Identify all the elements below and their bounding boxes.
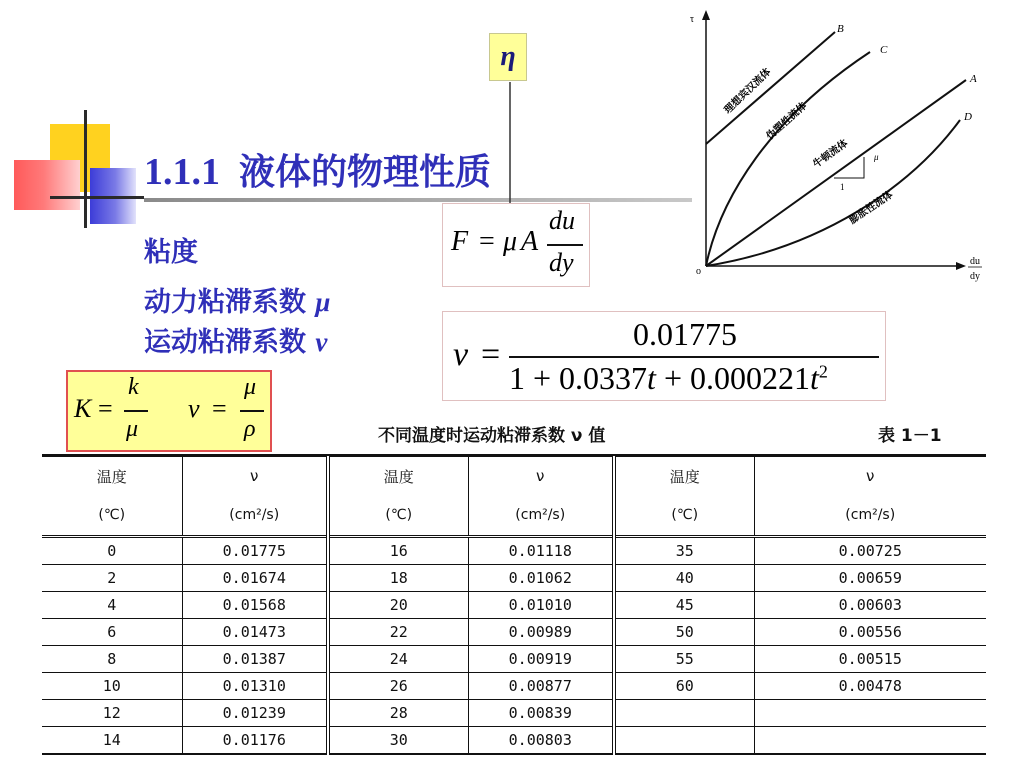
nu-cell: 0.00919	[468, 646, 614, 673]
temp-cell: 20	[328, 592, 468, 619]
temp-cell: 12	[42, 700, 182, 727]
y-axis-label: τ	[690, 14, 695, 25]
table-row	[42, 619, 986, 646]
nu-cell: 0.00478	[754, 673, 986, 700]
curve-label-a: A	[970, 73, 977, 85]
nu-cell	[754, 727, 986, 755]
temp-cell: 45	[614, 592, 754, 619]
rheology-chart	[680, 8, 1000, 298]
unit-nu: (cm²/s)	[182, 495, 328, 537]
nu-cell: 0.01568	[182, 592, 328, 619]
table-row	[42, 537, 986, 565]
temp-cell: 28	[328, 700, 468, 727]
curve-pseudoplastic	[706, 52, 870, 266]
curve-name-bingham: 理想宾汉流体	[722, 66, 774, 117]
temp-cell: 26	[328, 673, 468, 700]
nu-cell: 0.00603	[754, 592, 986, 619]
nu-cell: 0.00556	[754, 619, 986, 646]
header-temp: 温度	[614, 457, 754, 496]
table-row	[42, 727, 986, 755]
nu-cell: 0.01473	[182, 619, 328, 646]
formula-k-nu-box: K = k μ ν = μ ρ	[66, 370, 272, 452]
title-underline	[144, 198, 692, 202]
nu-cell: 0.01062	[468, 565, 614, 592]
temp-cell: 4	[42, 592, 182, 619]
nu-cell: 0.01118	[468, 537, 614, 565]
header-nu: ν	[866, 467, 875, 485]
curve-label-d: D	[964, 111, 972, 123]
temp-cell: 50	[614, 619, 754, 646]
curve-label-c: C	[880, 44, 888, 56]
slope-one: 1	[840, 182, 845, 192]
temp-cell: 14	[42, 727, 182, 755]
temp-cell: 40	[614, 565, 754, 592]
formula-newton: F = μ A du dy	[442, 203, 590, 287]
temp-cell: 10	[42, 673, 182, 700]
curve-label-b: B	[837, 23, 844, 35]
bullet-kinematic-viscosity: 运动粘滞系数 ν	[144, 327, 328, 358]
header-temp: 温度	[328, 457, 468, 496]
title-number: 1.1.1	[144, 151, 220, 193]
unit-nu: (cm²/s)	[468, 495, 614, 537]
temp-cell: 8	[42, 646, 182, 673]
temp-cell: 24	[328, 646, 468, 673]
table-row	[42, 700, 986, 727]
nu-cell: 0.00989	[468, 619, 614, 646]
nu-cell: 0.00659	[754, 565, 986, 592]
table-row	[42, 592, 986, 619]
unit-temp: (℃)	[42, 495, 182, 537]
header-nu: ν	[468, 457, 614, 496]
header-nu: ν	[182, 457, 328, 496]
nu-cell: 0.00803	[468, 727, 614, 755]
temp-cell: 35	[614, 537, 754, 565]
unit-temp: (℃)	[614, 495, 754, 537]
temp-cell: 60	[614, 673, 754, 700]
unit-nu: (cm²/s)	[754, 495, 986, 537]
nu-cell: 0.01176	[182, 727, 328, 755]
origin-label: o	[696, 266, 701, 277]
curve-dilatant	[706, 120, 960, 266]
title-text: 液体的物理性质	[239, 152, 492, 193]
slope-mu: μ	[874, 152, 879, 162]
bullet-viscosity: 粘度	[144, 237, 198, 268]
unit-temp: (℃)	[328, 495, 468, 537]
fraction-bar	[547, 244, 583, 246]
decor-horizontal-line	[50, 196, 144, 199]
temp-cell: 0	[42, 537, 182, 565]
temp-cell	[614, 727, 754, 755]
x-axis-label-num: du	[970, 256, 980, 267]
nu-cell: 0.01387	[182, 646, 328, 673]
temp-cell: 2	[42, 565, 182, 592]
curve-name-dilatant: 膨胀性流体	[847, 189, 896, 227]
nu-cell	[754, 700, 986, 727]
decor-vertical-line	[84, 110, 87, 228]
decor-red-square	[14, 160, 80, 210]
temp-cell: 55	[614, 646, 754, 673]
header-temp: 温度	[42, 457, 182, 496]
fraction-bar	[509, 356, 879, 358]
formula-kinematic-viscosity: ν = 0.01775 $1 + 0.0337t + 0.000221t^2$	[442, 311, 886, 401]
table-caption: 不同温度时运动粘滞系数 ν 值	[378, 426, 606, 446]
slope-triangle	[834, 157, 864, 178]
curve-name-newtonian: 牛顿流体	[811, 138, 851, 171]
nu-cell: 0.00877	[468, 673, 614, 700]
bullet-dynamic-viscosity: 动力粘滞系数 μ	[144, 287, 331, 318]
temp-cell: 6	[42, 619, 182, 646]
table-row	[42, 673, 986, 700]
temp-cell: 30	[328, 727, 468, 755]
curve-name-pseudoplastic: 伪塑性流体	[764, 100, 810, 143]
table-number: 表 1－1	[878, 426, 942, 446]
nu-cell: 0.01310	[182, 673, 328, 700]
nu-cell: 0.01239	[182, 700, 328, 727]
nu-cell: 0.01010	[468, 592, 614, 619]
temp-cell: 16	[328, 537, 468, 565]
nu-cell: 0.01674	[182, 565, 328, 592]
page-title	[144, 144, 491, 195]
curve-bingham	[706, 32, 835, 144]
temp-cell	[614, 700, 754, 727]
eta-label-box: η	[489, 33, 527, 81]
x-axis-label-den: dy	[970, 271, 980, 282]
table-row	[42, 646, 986, 673]
temp-cell: 22	[328, 619, 468, 646]
temp-cell: 18	[328, 565, 468, 592]
nu-cell: 0.01775	[182, 537, 328, 565]
table-row	[42, 565, 986, 592]
viscosity-table	[42, 454, 986, 755]
nu-cell: 0.00515	[754, 646, 986, 673]
nu-cell: 0.00725	[754, 537, 986, 565]
nu-cell: 0.00839	[468, 700, 614, 727]
